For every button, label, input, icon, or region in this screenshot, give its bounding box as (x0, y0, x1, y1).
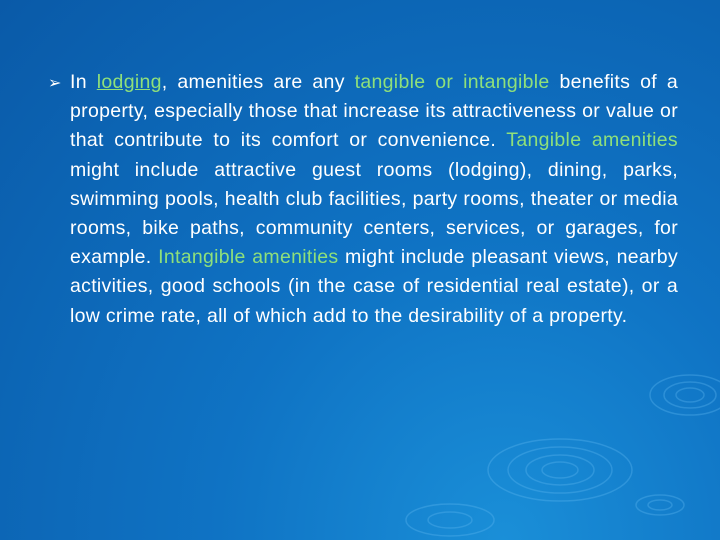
text-segment: might include attractive guest rooms (lodging), dining, parks, swimming pools, health club facilities, party rooms, theater or media rooms, bike paths, community centers, services, or garages, for example. (70, 158, 678, 269)
highlight-tangible-intangible: tangible or intangible (354, 71, 550, 93)
text-segment: benefits of a property, especially those that increase its attractiveness or value or that contribute to its comfort or convenience. (70, 71, 678, 152)
bullet-item (48, 68, 678, 331)
text-segment: , amenities are any (161, 71, 355, 93)
lodging-link[interactable]: lodging (96, 71, 162, 93)
highlight-tangible-amenities: Tangible amenities (506, 129, 678, 152)
text-segment: might include pleasant views, nearby activities, good schools (in the case of residential real estate), or a low crime rate, all of which add to the desirability of a property. (70, 246, 678, 327)
text-segment: In (70, 71, 97, 93)
body-paragraph (70, 68, 678, 331)
highlight-intangible-amenities: Intangible amenities (158, 246, 339, 269)
arrow-bullet-icon: ➢ (48, 73, 62, 92)
